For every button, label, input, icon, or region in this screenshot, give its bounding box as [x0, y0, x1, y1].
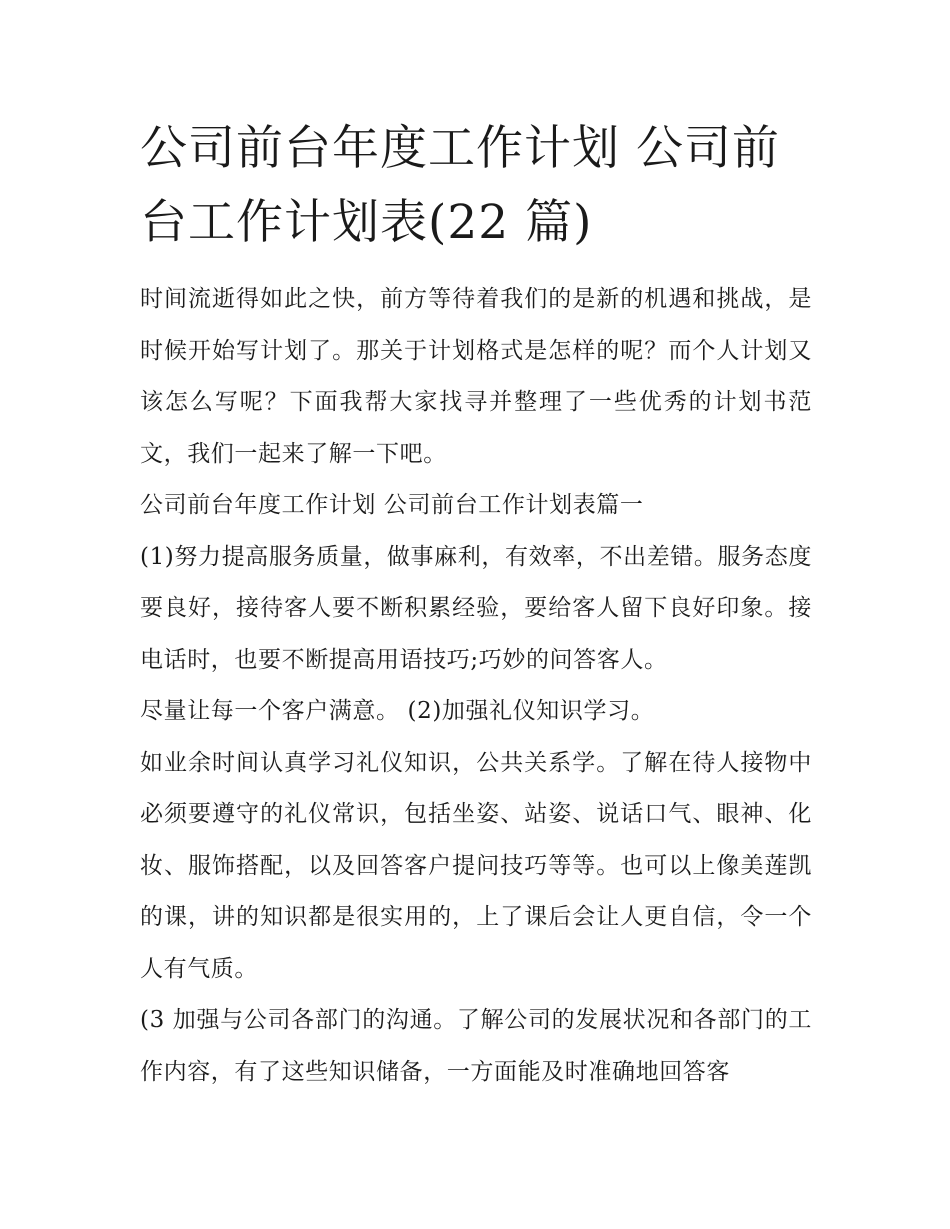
document-title: 公司前台年度工作计划 公司前台工作计划表(22 篇)	[140, 121, 780, 250]
paragraph-item-2: 尽量让每一个客户满意。 (2)加强礼仪知识学习。	[140, 698, 655, 724]
paragraph-etiquette: 如业余时间认真学习礼仪知识，公共关系学。了解在待人接物中必须要遵守的礼仪常识，包括坐姿、站姿、说话口气、眼神、化妆、服饰搭配，以及回答客户提问技巧等等。也可以上像美莲凯的课，讲的知识都是很实用的，上了课后会让人更自信，令一个人有气质。	[140, 749, 812, 982]
paragraph-intro: 时间流逝得如此之快，前方等待着我们的是新的机遇和挑战，是时候开始写计划了。那关于计划格式是怎样的呢？而个人计划又该怎么写呢？下面我帮大家找寻并整理了一些优秀的计划书范文，我们一起来了解一下吧。	[140, 286, 812, 467]
section-heading: 公司前台年度工作计划 公司前台工作计划表篇一	[140, 492, 644, 518]
paragraph-item-1: (1)努力提高服务质量，做事麻利，有效率，不出差错。服务态度要良好，接待客人要不断积累经验，要给客人留下良好印象。接电话时，也要不断提高用语技巧;巧妙的问答客人。	[140, 543, 812, 673]
document-page	[140, 112, 812, 1098]
paragraph-item-3: (3 加强与公司各部门的沟通。了解公司的发展状况和各部门的工作内容，有了这些知识储备，一方面能及时准确地回答客	[140, 1007, 812, 1085]
